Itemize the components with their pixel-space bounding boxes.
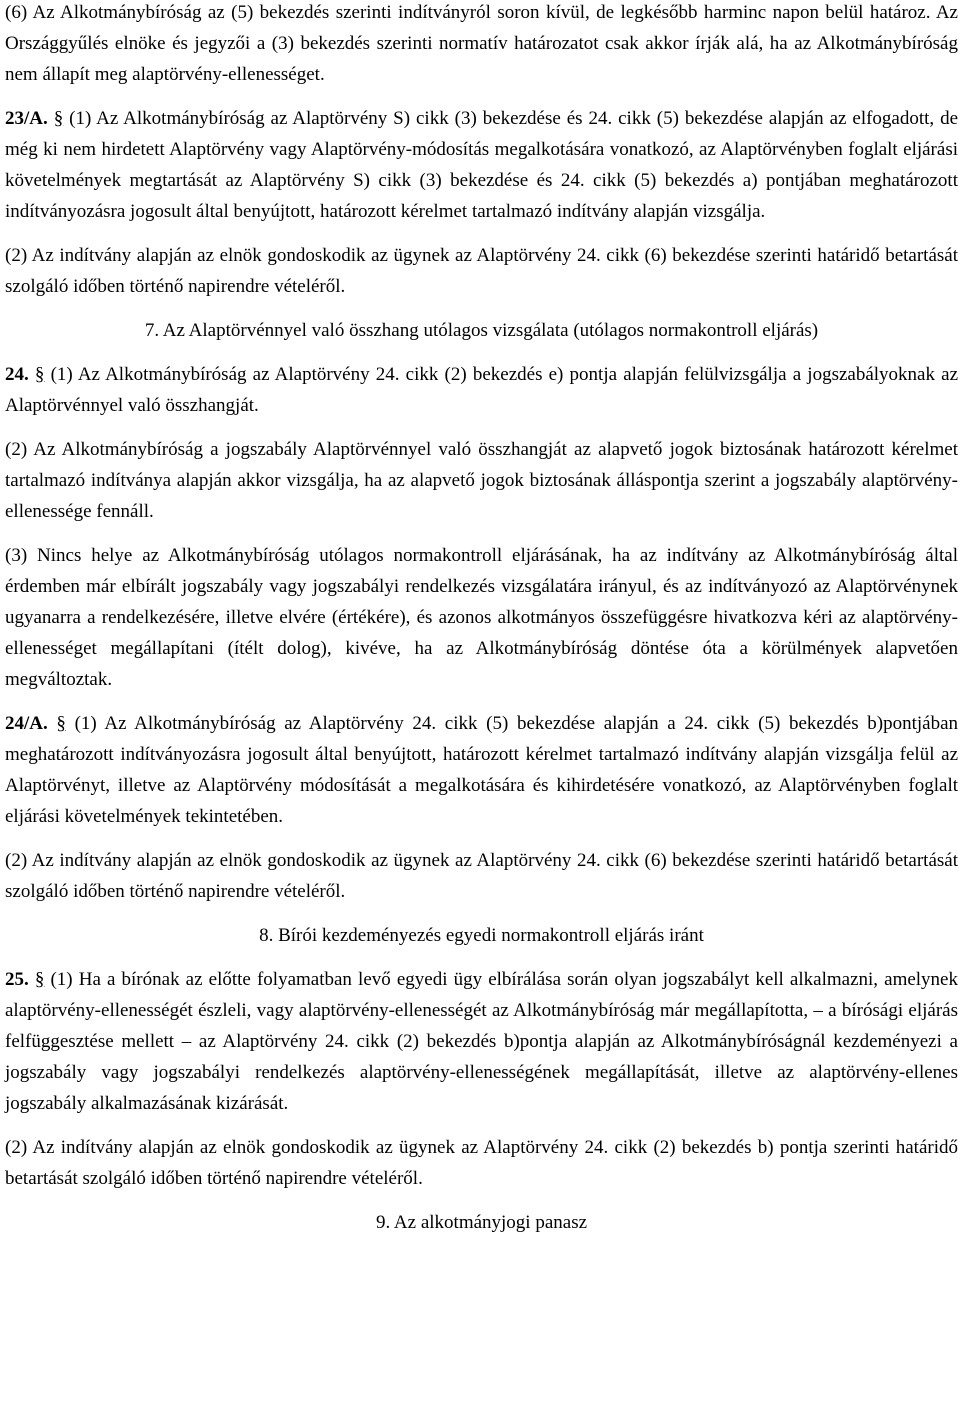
paragraph-text: (1) Az Alkotmánybíróság az Alaptörvény 24. cikk (2) bekezdés e) pontja alapján felülvizsgálja a jogszabályoknak az Alaptörvénnyel való összhangját. xyxy=(5,364,958,416)
paragraph-23a-2 xyxy=(5,240,958,302)
article-number: 24/A. xyxy=(5,713,48,734)
article-number: 23/A. xyxy=(5,108,48,129)
paragraph-24-3 xyxy=(5,540,958,695)
section-mark: § xyxy=(34,364,45,385)
paragraph-text: (2) Az indítvány alapján az elnök gondoskodik az ügynek az Alaptörvény 24. cikk (6) bekezdése szerinti határidő betartását szolgáló időben történő napirendre vételéről. xyxy=(5,850,958,902)
paragraph-text: (1) Ha a bírónak az előtte folyamatban levő egyedi ügy elbírálása során olyan jogszabályt kell alkalmazni, amelynek alaptörvény-ellenességét észleli, vagy alaptörvény-ellenességét az Alkotmánybíróság már megállapította, – a bírósági eljárás felfüggesztése mellett – az Alaptörvény 24. cikk (2) bekezdés b)pontja alapján az Alkotmánybíróságnál kezdeményezi a jogszabály vagy jogszabályi rendelkezés alaptörvény-ellenességének megállapítását, illetve az alaptörvény-ellenes jogszabály alkalmazásának kizárását. xyxy=(5,969,958,1114)
paragraph-text: (1) Az Alkotmánybíróság az Alaptörvény S) cikk (3) bekezdése és 24. cikk (5) bekezdése alapján az elfogadott, de még ki nem hirdetett Alaptörvény vagy Alaptörvény-módosítás megalkotására vonatkozó, az Alaptörvényben foglalt eljárási követelmények megtartását az Alaptörvény S) cikk (3) bekezdése és 24. cikk (5) bekezdés a) pontjában meghatározott indítványozásra jogosult által benyújtott, határozott kérelmet tartalmazó indítvány alapján vizsgálja. xyxy=(5,108,959,222)
section-mark: § xyxy=(56,713,66,734)
paragraph-text: (2) Az indítvány alapján az elnök gondoskodik az ügynek az Alaptörvény 24. cikk (6) bekezdése szerinti határidő betartását szolgáló időben történő napirendre vételéről. xyxy=(5,245,958,297)
section-mark: § xyxy=(34,969,45,990)
section-heading-9: 9. Az alkotmányjogi panasz xyxy=(375,1212,588,1233)
paragraph-24a-2 xyxy=(5,845,958,907)
paragraph-text: (2) Az indítvány alapján az elnök gondoskodik az ügynek az Alaptörvény 24. cikk (2) bekezdés b) pontja szerinti határidő betartását szolgáló időben történő napirendre vételéről. xyxy=(5,1137,958,1189)
paragraph-25-1 xyxy=(5,964,958,1119)
paragraph-text: (3) Nincs helye az Alkotmánybíróság utólagos normakontroll eljárásának, ha az indítvány az Alkotmánybíróság által érdemben már elbírált jogszabály vagy jogszabályi rendelkezés vizsgálatára irányul, és az indítványozó az Alaptörvénynek ugyanarra a rendelkezésére, illetve elvére (értékére), és azonos alkotmányos összefüggésre hivatkozva kéri az alaptörvény-ellenességet megállapítani (ítélt dolog), kivéve, ha az Alkotmánybíróság döntése óta a körülmények alapvetően megváltoztak. xyxy=(5,545,958,690)
paragraph-24-2 xyxy=(5,434,958,527)
paragraph-24-1 xyxy=(5,359,958,421)
paragraph-text: (1) Az Alkotmánybíróság az Alaptörvény 24. cikk (5) bekezdése alapján a 24. cikk (5) bekezdés b)pontjában meghatározott indítványozásra jogosult által benyújtott, határozott kérelmet tartalmazó indítvány alapján vizsgálja felül az Alaptörvényt, illetve az Alaptörvény módosítását a megalkotására és kihirdetésére vonatkozó, az Alaptörvényben foglalt eljárási követelmények tekintetében. xyxy=(5,713,959,827)
paragraph-24a-1 xyxy=(5,708,958,832)
paragraph-23a-1 xyxy=(5,103,958,227)
article-number: 25. xyxy=(5,969,29,990)
article-number: 24. xyxy=(5,364,29,385)
paragraph-22-6 xyxy=(5,0,958,90)
section-heading-8: 8. Bírói kezdeményezés egyedi normakontroll eljárás iránt xyxy=(259,925,704,946)
section-mark: § xyxy=(53,108,64,129)
paragraph-text: (2) Az Alkotmánybíróság a jogszabály Alaptörvénnyel való összhangját az alapvető jogok biztosának határozott kérelmet tartalmazó indítványa alapján akkor vizsgálja, ha az alapvető jogok biztosának álláspontja szerint a jogszabály alaptörvény-ellenessége fennáll. xyxy=(5,439,958,522)
document-page xyxy=(5,0,958,1251)
paragraph-text: (6) Az Alkotmánybíróság az (5) bekezdés szerinti indítványról soron kívül, de legkésőbb harminc napon belül határoz. Az Országgyűlés elnöke és jegyzői a (3) bekezdés szerinti normatív határozatot csak akkor írják alá, ha az Alkotmánybíróság nem állapít meg alaptörvény-ellenességet. xyxy=(5,2,958,85)
paragraph-25-2 xyxy=(5,1132,958,1194)
section-heading-7: 7. Az Alaptörvénnyel való összhang utólagos vizsgálata (utólagos normakontroll eljárás) xyxy=(144,320,819,341)
